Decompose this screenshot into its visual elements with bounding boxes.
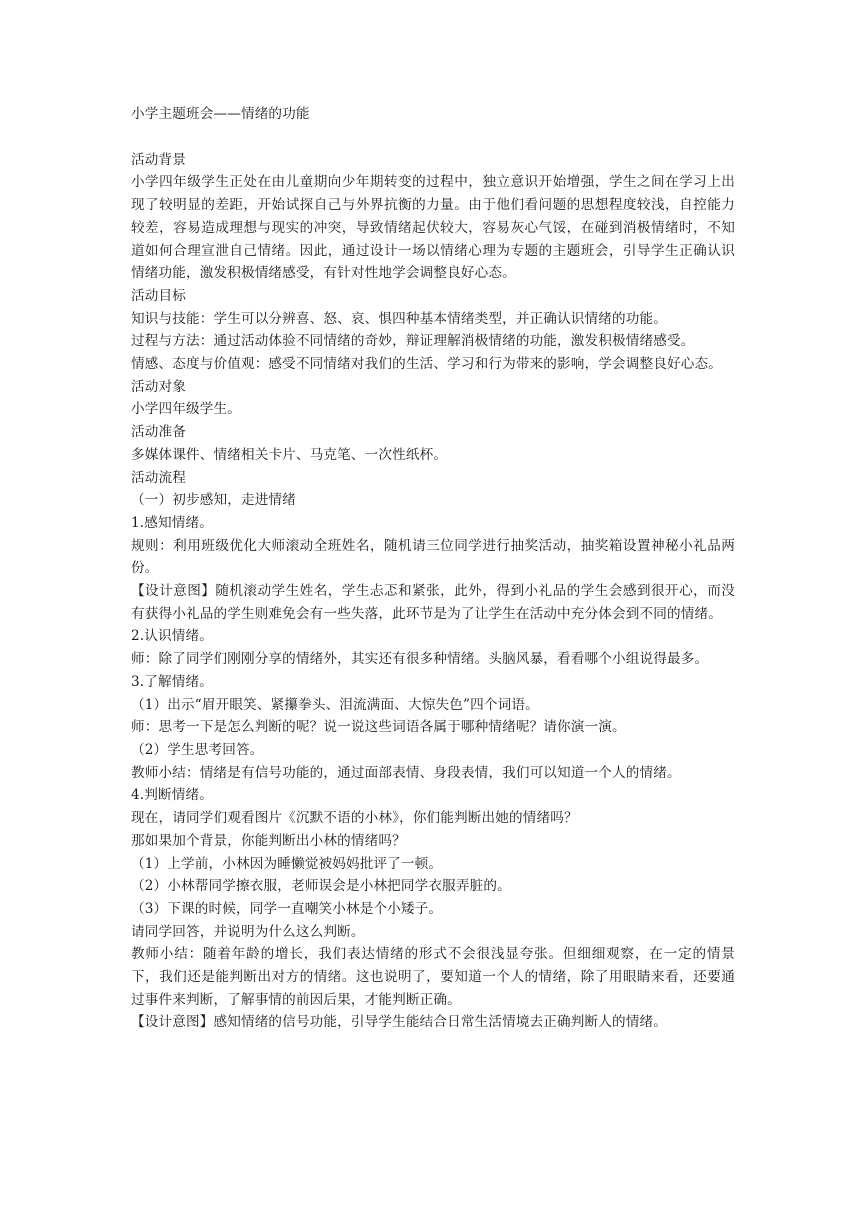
paragraph-teacher-summary-2: 教师小结：随着年龄的增长，我们表达情绪的形式不会很浅显夸张。但细细观察，在一定的情景下，我们还是能判断出对方的情绪。这也说明了，要知道一个人的情绪，除了用眼睛来看，还要通过事件来判断，了解事情的前因后果，才能判断正确。 <box>131 946 735 1008</box>
step-judge-emotion: 4.判断情绪。 <box>131 787 213 804</box>
scenario-item-3: （3）下课的时候，同学一直嘲笑小林是个小矮子。 <box>131 900 443 917</box>
scenario-item-1: （1）上学前，小林因为睡懒觉被妈妈批评了一顿。 <box>131 855 443 872</box>
heading-activity-process: 活动流程 <box>131 469 186 486</box>
document-page <box>131 103 735 1034</box>
paragraph-teacher-brainstorm: 师：除了同学们刚刚分享的情绪外，其实还有很多种情绪。头脑风暴，看看哪个小组说得最多。 <box>131 651 709 668</box>
paragraph-students-answer: （2）学生思考回答。 <box>131 741 264 758</box>
section-one-heading: （一）初步感知，走进情绪 <box>131 492 296 509</box>
paragraph-add-background: 那如果加个背景，你能判断出小林的情绪吗？ <box>131 832 406 849</box>
step-understand-emotion: 3.了解情绪。 <box>131 673 213 690</box>
paragraph-background: 小学四年级学生正处在由儿童期向少年期转变的过程中，独立意识开始增强，学生之间在学习上出现了较明显的差距，开始试探自己与外界抗衡的力量。由于他们看问题的思想程度较浅，自控能力较差，容易造成理想与现实的冲突，导致情绪起伏较大，容易灰心气馁，在碰到消极情绪时，不知道如何合理宣泄自己情绪。因此，通过设计一场以情绪心理为专题的主题班会，引导学生正确认识情绪功能，激发积极情绪感受，有针对性地学会调整良好心态。 <box>131 174 735 282</box>
paragraph-show-words: （1）出示“眉开眼笑、紧攥拳头、泪流满面、大惊失色”四个词语。 <box>131 696 539 713</box>
document-title: 小学主题班会——情绪的功能 <box>131 106 310 122</box>
paragraph-teacher-summary-1: 教师小结：情绪是有信号功能的，通过面部表情、身段表情，我们可以知道一个人的情绪。 <box>131 764 681 781</box>
paragraph-ask-answer: 请同学回答，并说明为什么这么判断。 <box>131 923 365 940</box>
goal-knowledge-skills: 知识与技能：学生可以分辨喜、怒、哀、惧四种基本情绪类型，并正确认识情绪的功能。 <box>131 310 668 327</box>
goal-emotion-values: 情感、态度与价值观：感受不同情绪对我们的生活、学习和行为带来的影响，学会调整良好心态。 <box>131 356 722 373</box>
paragraph-teacher-think: 师：思考一下是怎么判断的呢？说一说这些词语各属于哪种情绪呢？请你演一演。 <box>131 719 626 736</box>
heading-activity-target: 活动对象 <box>131 378 186 395</box>
scenario-item-2: （2）小林帮同学擦衣服，老师误会是小林把同学衣服弄脏的。 <box>131 878 511 895</box>
paragraph-rules: 规则：利用班级优化大师滚动全班姓名，随机请三位同学进行抽奖活动，抽奖箱设置神秘小礼品两份。 <box>131 537 735 577</box>
step-perceive-emotion: 1.感知情绪。 <box>131 514 213 531</box>
paragraph-design-intent-2: 【设计意图】感知情绪的信号功能，引导学生能结合日常生活情境去正确判断人的情绪。 <box>131 1014 668 1031</box>
heading-activity-background: 活动背景 <box>131 151 186 168</box>
paragraph-design-intent-1: 【设计意图】随机滚动学生姓名，学生忐忑和紧张，此外，得到小礼品的学生会感到很开心，而没有获得小礼品的学生则难免会有一些失落，此环节是为了让学生在活动中充分体会到不同的情绪。 <box>131 583 735 622</box>
paragraph-view-picture: 现在，请同学们观看图片《沉默不语的小林》，你们能判断出她的情绪吗？ <box>131 810 578 827</box>
heading-activity-goals: 活动目标 <box>131 287 186 304</box>
step-recognize-emotion: 2.认识情绪。 <box>131 628 213 645</box>
heading-activity-preparation: 活动准备 <box>131 424 186 441</box>
paragraph-preparation: 多媒体课件、情绪相关卡片、马克笔、一次性纸杯。 <box>131 446 448 463</box>
goal-process-methods: 过程与方法：通过活动体验不同情绪的奇妙，辩证理解消极情绪的功能，激发积极情绪感受。 <box>131 333 695 350</box>
paragraph-target: 小学四年级学生。 <box>131 401 241 418</box>
